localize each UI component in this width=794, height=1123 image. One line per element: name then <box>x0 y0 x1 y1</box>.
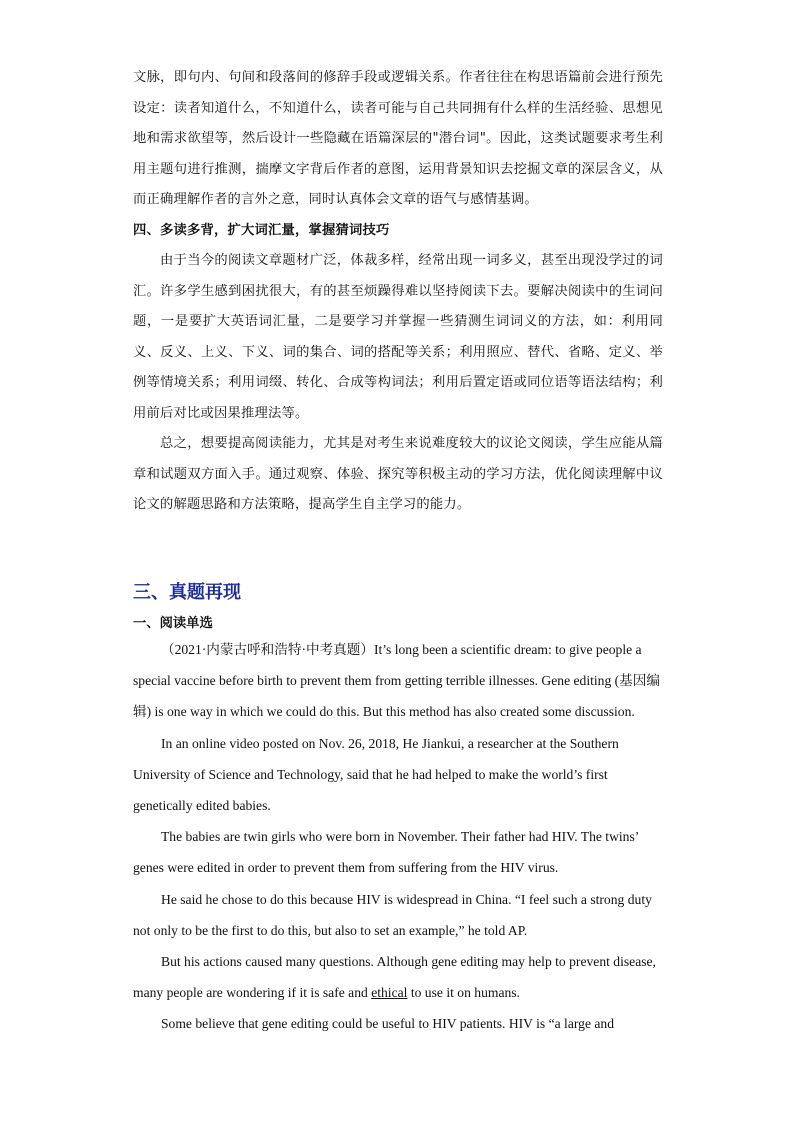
passage-paragraph-4: He said he chose to do this because HIV is widespread in China. “I feel such a strong duty not only to be the first to do this, but also to set an example,” he told AP. <box>133 891 652 938</box>
p5-text-after: to use it on humans. <box>407 985 520 1001</box>
passage-paragraph-5 <box>133 946 663 1008</box>
heading-four: 四、多读多背，扩大词汇量，掌握猜词技巧 <box>133 222 390 238</box>
passage-paragraph-1: （2021·内蒙古呼和浩特·中考真题）It’s long been a scientific dream: to give people a special vaccine before birth to prevent them from getting terrible illnesses. Gene editing (基因编辑) is one way in which we could do this. But this method has also created some discussion. <box>133 642 660 720</box>
vocab-paragraph: 由于当今的阅读文章题材广泛，体裁多样，经常出现一词多义，甚至出现没学过的词汇。许多学生感到困扰很大，有的甚至烦躁得难以坚持阅读下去。要解决阅读中的生词问题，一是要扩大英语词汇量，二是要学习并掌握一些猜测生词词义的方法，如：利用同义、反义、上义、下义、词的集合、词的搭配等关系；利用照应、替代、省略、定义、举例等情境关系；利用词缀、转化、合成等构词法；利用后置定语或同位语等语法结构；利用前后对比或因果推理法等。 <box>133 253 663 421</box>
passage-paragraph-2: In an online video posted on Nov. 26, 2018, He Jiankui, a researcher at the Southern University of Science and Technology, said that he had helped to make the world’s first genetically edited babies. <box>133 735 619 814</box>
passage-paragraph-6: Some believe that gene editing could be useful to HIV patients. HIV is “a large and <box>161 1016 615 1032</box>
summary-paragraph: 总之，想要提高阅读能力，尤其是对考生来说难度较大的议论文阅读，学生应能从篇章和试题双方面入手。通过观察、体验、探究等积极主动的学习方法，优化阅读理解中议论文的解题思路和方法策略，提高学生自主学习的能力。 <box>133 436 663 512</box>
subsection-title: 一、阅读单选 <box>133 616 213 631</box>
reading-passage <box>133 634 663 1040</box>
section-title: 三、真题再现 <box>133 582 241 603</box>
underlined-word-ethical: ethical <box>371 985 408 1001</box>
p5-text-before: But his actions caused many questions. Although gene editing may help to prevent disease, many people are wondering if it is safe and <box>133 954 656 1001</box>
top-paragraph: 文脉，即句内、句间和段落间的修辞手段或逻辑关系。作者往往在构思语篇前会进行预先设定：读者知道什么，不知道什么，读者可能与自己共同拥有什么样的生活经验、思想见地和需求欲望等，然后设计一些隐藏在语篇深层的"潜台词"。因此，这类试题要求考生利用主题句进行推测，揣摩文字背后作者的意图，运用背景知识去挖掘文章的深层含义，从而正确理解作者的言外之意，同时认真体会文章的语气与感情基调。 <box>133 70 663 207</box>
passage-paragraph-3: The babies are twin girls who were born in November. Their father had HIV. The twins’ genes were edited in order to prevent them from suffering from the HIV virus. <box>133 829 639 876</box>
chinese-body <box>133 63 663 521</box>
